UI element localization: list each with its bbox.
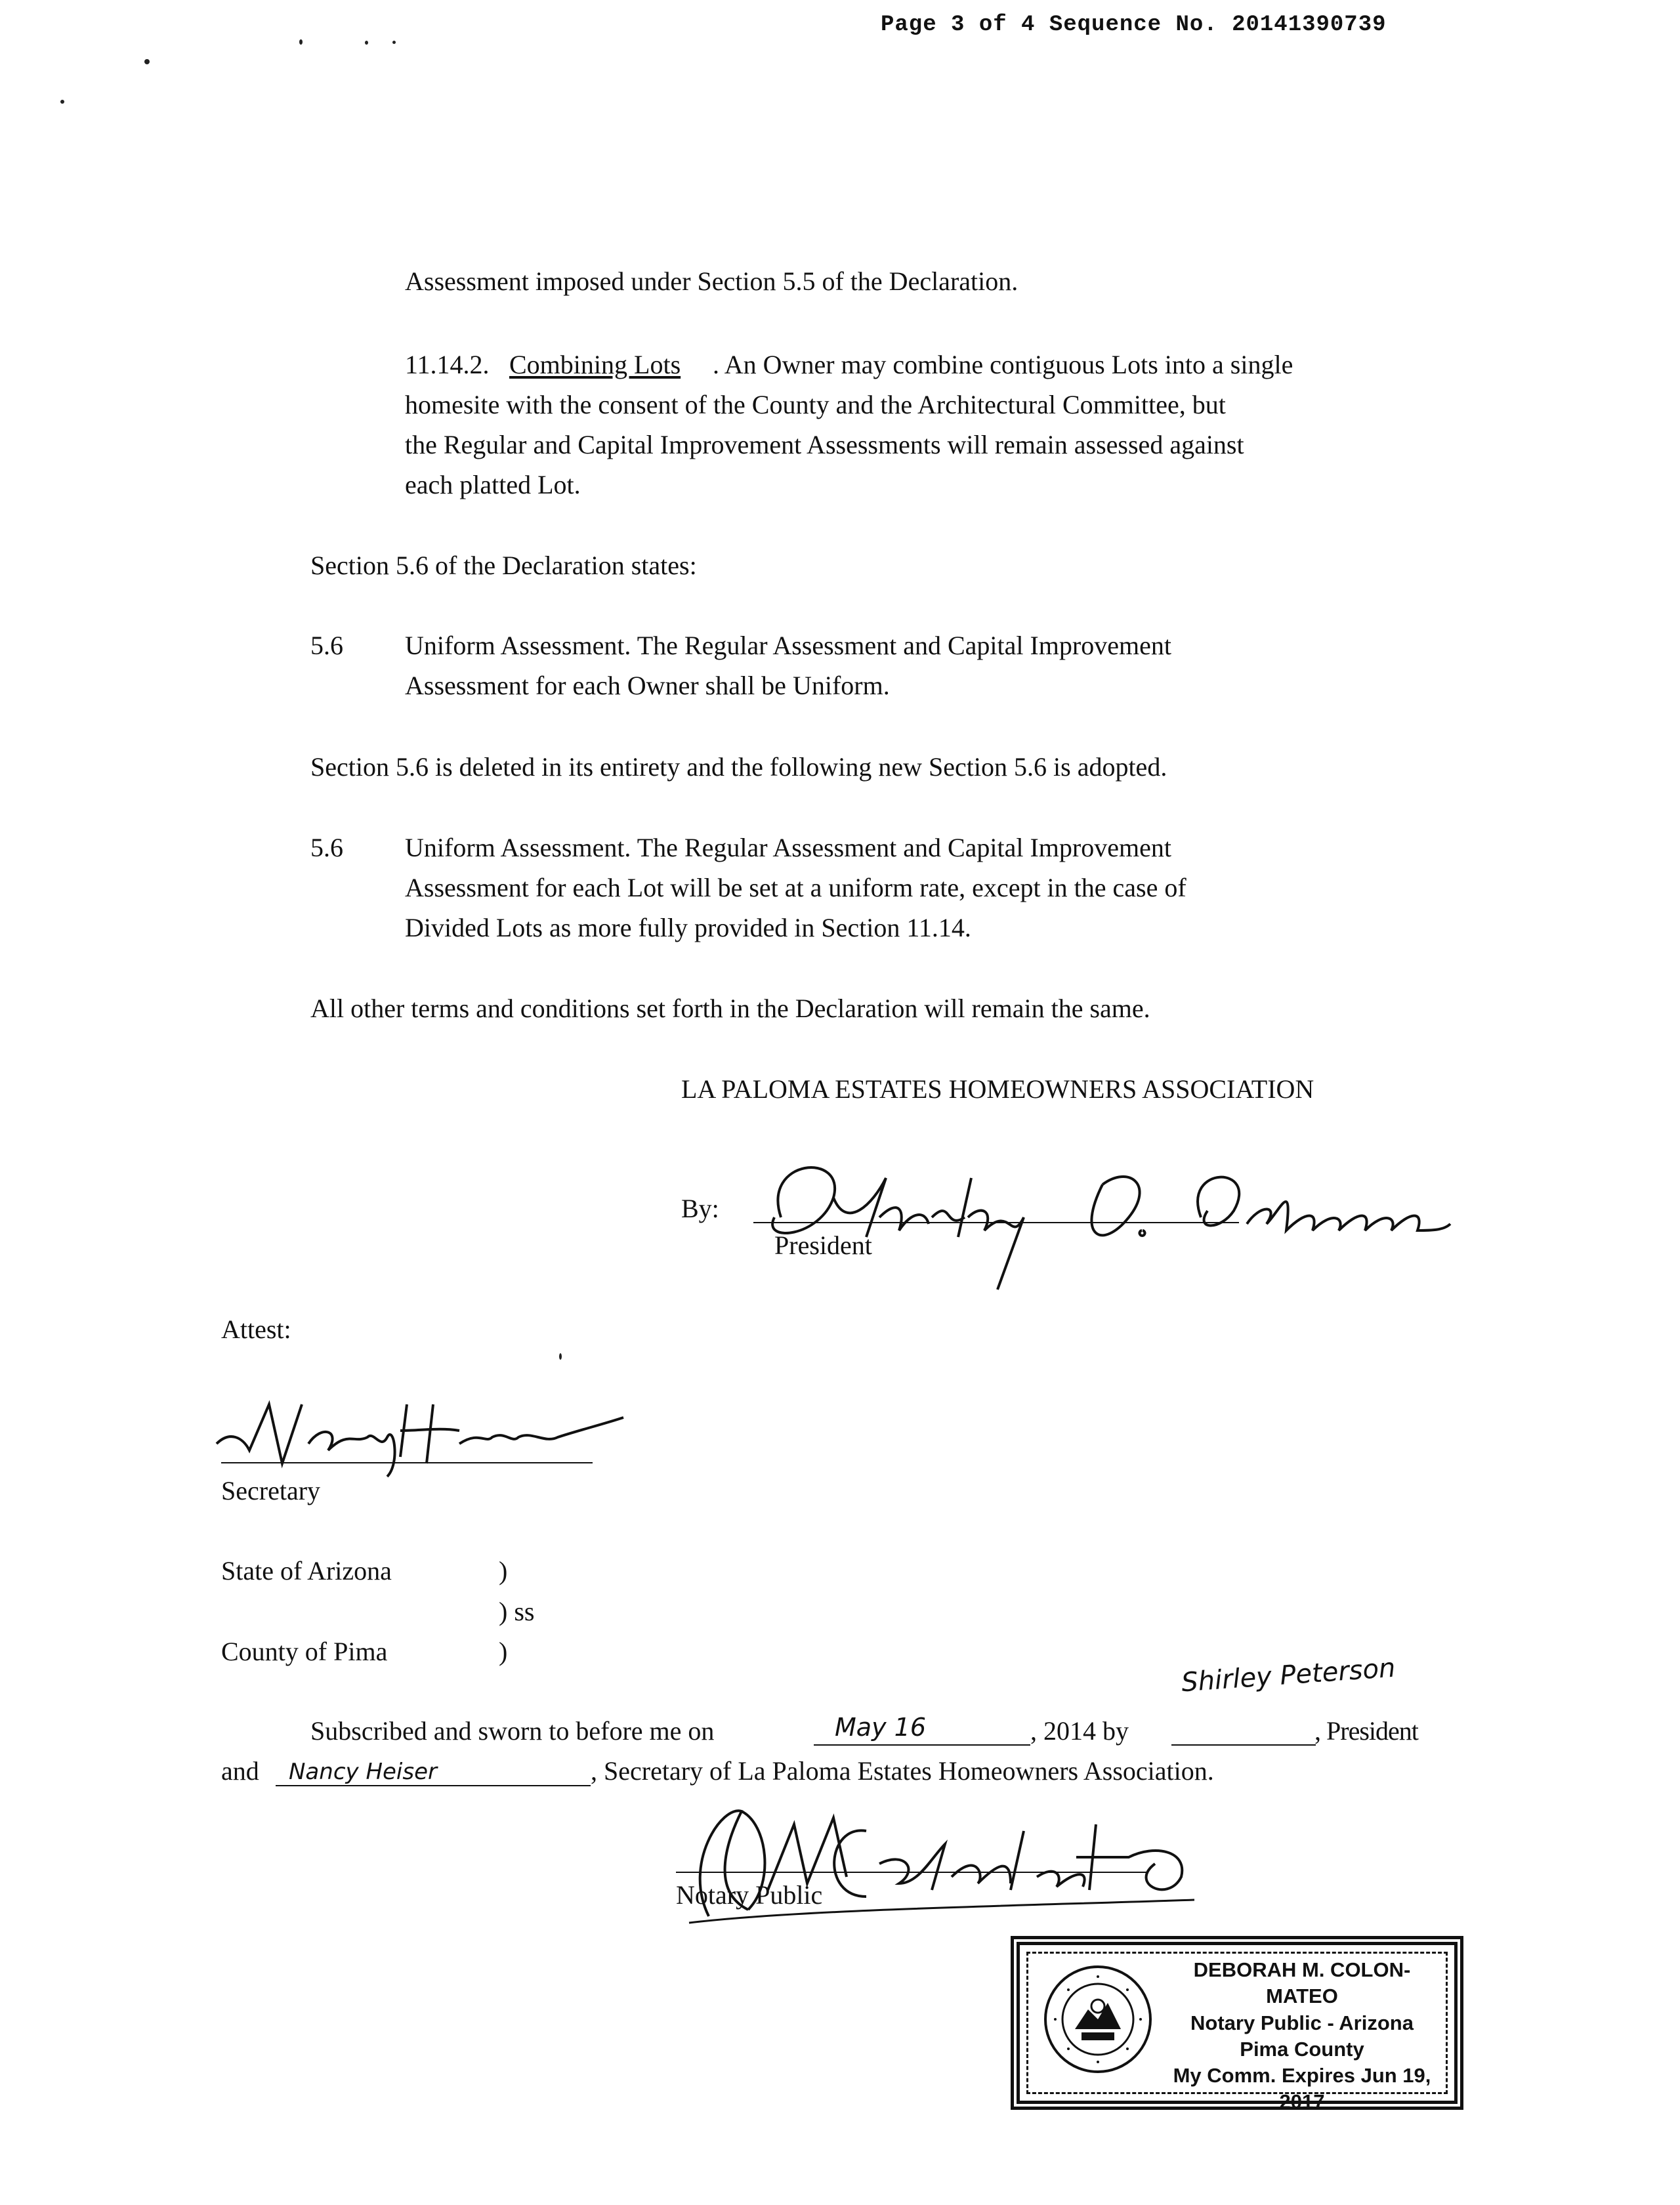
notary-title: Notary Public - Arizona (1190, 2011, 1414, 2034)
jurat-text: , Secretary of La Paloma Estates Homeowners Association. (591, 1756, 1214, 1786)
body-line: . An Owner may combine contiguous Lots into a single (713, 350, 1293, 379)
notary-stamp (1011, 1936, 1463, 2114)
section-number: 5.6 (310, 631, 343, 660)
body-line: Uniform Assessment. The Regular Assessment and Capital Improvement (405, 833, 1171, 862)
president-signature (735, 1139, 1457, 1290)
notary-county: Pima County (1240, 2037, 1364, 2061)
page-sequence-header: Page 3 of 4 Sequence No. 20141390739 (881, 12, 1387, 37)
jurat-text: , President (1314, 1716, 1418, 1746)
secretary-name-blank-line (276, 1785, 591, 1786)
scan-speck (365, 41, 368, 45)
association-name: LA PALOMA ESTATES HOMEOWNERS ASSOCIATION (681, 1074, 1314, 1104)
commission-expiry: My Comm. Expires Jun 19, 2017 (1173, 2064, 1431, 2114)
jurat-text: , 2014 by (1030, 1716, 1129, 1746)
scan-speck (60, 100, 64, 104)
venue-ss: ) ss (499, 1597, 535, 1626)
section-heading: Combining Lots (509, 350, 681, 379)
scan-speck (144, 59, 150, 64)
body-line: Uniform Assessment. The Regular Assessment and Capital Improvement (405, 631, 1171, 660)
notary-name: DEBORAH M. COLON-MATEO (1193, 1958, 1411, 2008)
handwritten-secretary-name: Nancy Heiser (289, 1759, 437, 1785)
president-name-blank-line (1171, 1744, 1316, 1746)
secretary-label: Secretary (221, 1476, 321, 1505)
by-label: By: (681, 1194, 719, 1223)
handwritten-president-name: Shirley Peterson (1180, 1652, 1396, 1698)
notary-signature (669, 1785, 1221, 1936)
president-label: President (774, 1230, 872, 1260)
body-line: Assessment for each Lot will be set at a uniform rate, except in the case of (405, 873, 1186, 902)
body-line: Section 5.6 is deleted in its entirety and the following new Section 5.6 is adopted. (310, 752, 1167, 782)
handwritten-date: May 16 (835, 1713, 926, 1742)
venue-state: State of Arizona (221, 1556, 392, 1586)
secretary-signature-line (221, 1462, 593, 1463)
scan-speck (299, 39, 303, 45)
body-line: each platted Lot. (405, 470, 581, 499)
body-line: Section 5.6 of the Declaration states: (310, 551, 697, 580)
arizona-state-seal (1042, 1964, 1154, 2075)
section-number: 5.6 (310, 833, 343, 862)
jurat-text: and (221, 1756, 259, 1786)
secretary-signature (210, 1391, 630, 1483)
attest-label: Attest: (221, 1314, 291, 1344)
jurat-text: Subscribed and sworn to before me on (310, 1716, 715, 1746)
notary-label: Notary Public (676, 1880, 823, 1910)
venue-paren: ) (499, 1637, 508, 1666)
body-line: the Regular and Capital Improvement Assessments will remain assessed against (405, 430, 1244, 459)
section-number: 11.14.2. (405, 350, 490, 379)
body-line: homesite with the consent of the County and the Architectural Committee, but (405, 390, 1226, 419)
body-line: All other terms and conditions set forth in the Declaration will remain the same. (310, 994, 1150, 1023)
body-line: Assessment for each Owner shall be Uniform. (405, 671, 890, 700)
venue-paren: ) (499, 1556, 508, 1586)
scan-speck (559, 1353, 562, 1360)
venue-county: County of Pima (221, 1637, 388, 1666)
body-line: Assessment imposed under Section 5.5 of the Declaration. (405, 266, 1018, 296)
body-line: Divided Lots as more fully provided in Section 11.14. (405, 913, 971, 942)
notary-signature-line (676, 1872, 1148, 1873)
date-blank-line (814, 1744, 1030, 1746)
scan-speck (392, 41, 396, 44)
stamp-text (1158, 1957, 1446, 2116)
